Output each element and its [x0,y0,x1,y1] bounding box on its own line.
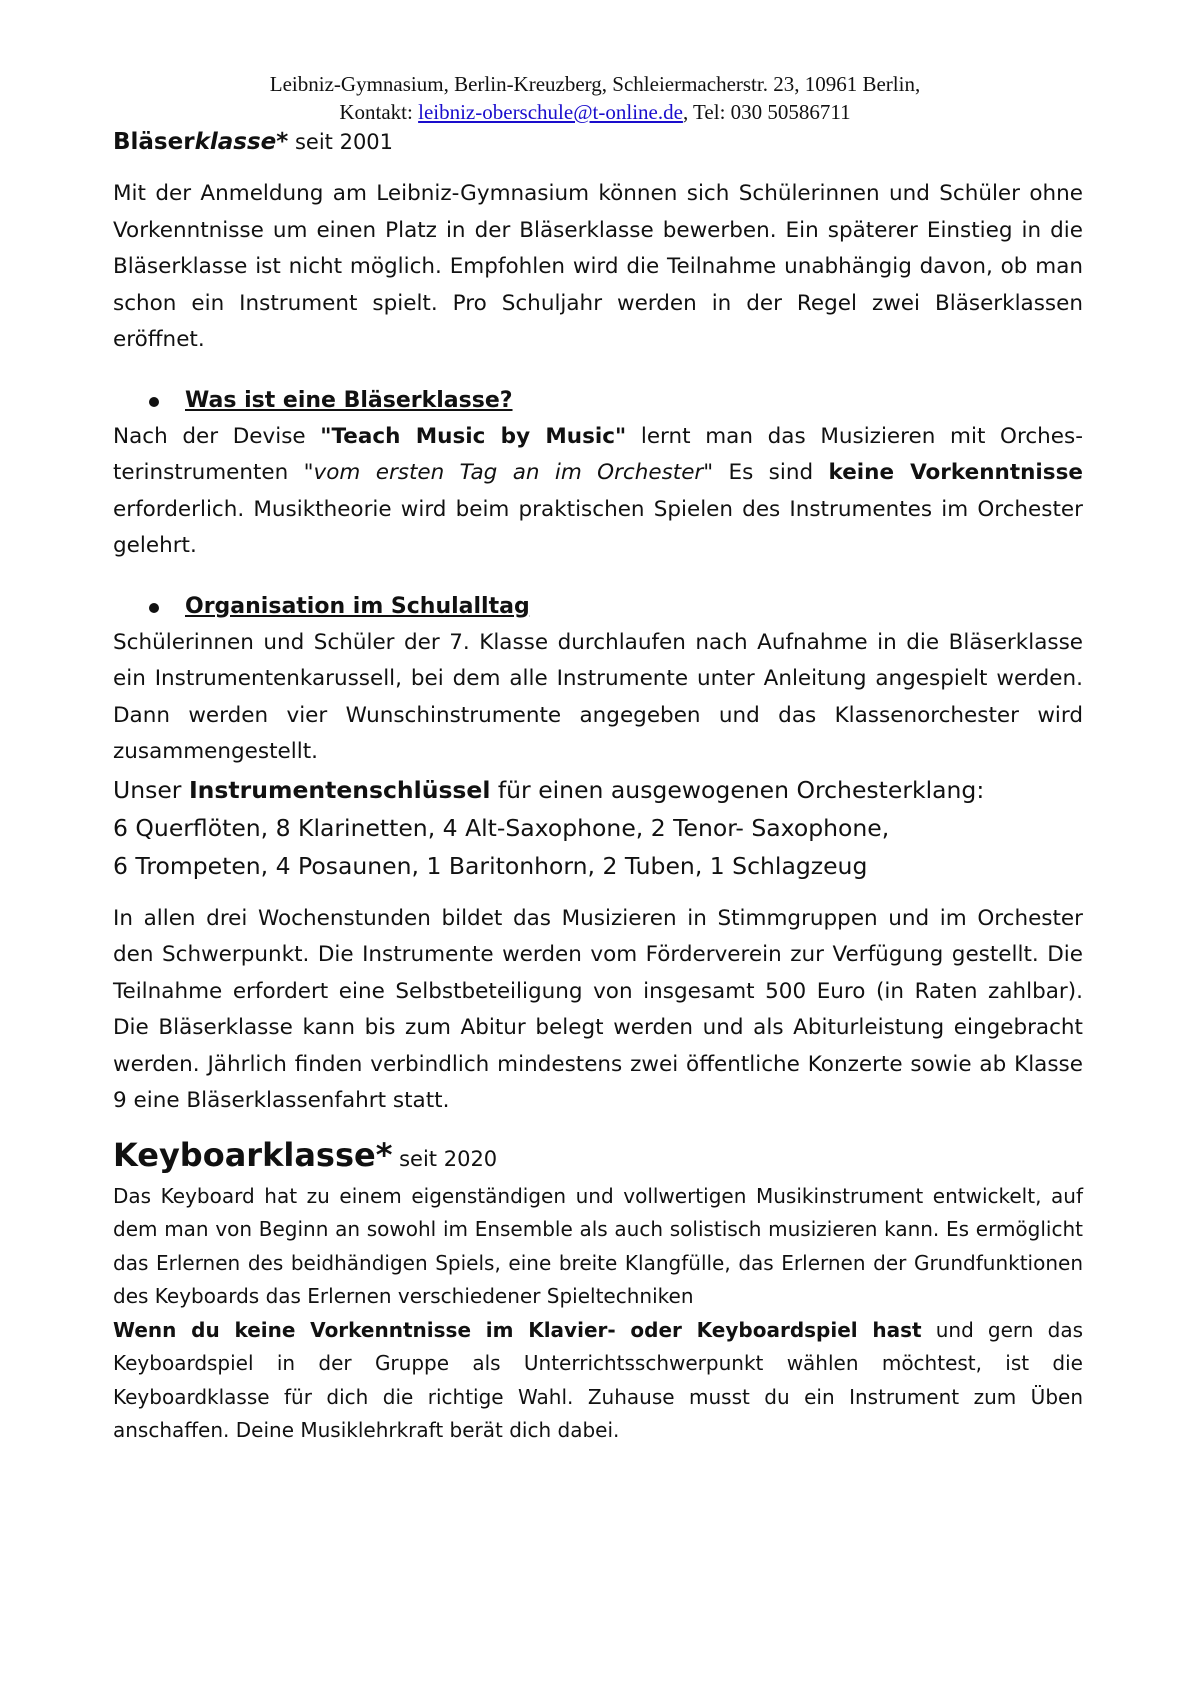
heading-blaeser-plain: Bläser [113,129,195,155]
text-run: Es sind [713,460,829,485]
heading-blaeser-italic: klasse* [194,129,289,155]
section-organisation-text: Schülerinnen und Schüler der 7. Klasse durchlaufen nach Aufnahme in die Bläserklasse ein Instrumentenkarussell, bei dem alle Instrumente unter Anleitung angespielt werden. Dann werden vier Wunschinstrumente angegeben und das Klassenorchester wird zusammengestellt. [113,629,1083,764]
instrument-key-intro [113,771,1083,809]
letterhead-address: Leibniz-Gymnasium, Berlin-Kreuzberg, Schleiermacherstr. 23, 10961 Berlin, [269,72,921,96]
blaeser-intro: Mit der Anmeldung am Leibniz-Gymnasium können sich Schülerinnen und Schüler ohne Vorkenntnisse um einen Platz in der Bläserklasse bewerben. Ein späterer Einstieg in die Bläserklasse ist nicht möglich. Empfohlen wird die Teilnahme unabhängig davon, ob man schon ein Instrument spielt. Pro Schuljahr werden in der Regel zwei Bläserklassen eröffnet. [113,181,1083,352]
bullet-icon [149,603,159,613]
bold-run: Instrumentenschlüssel [188,775,491,804]
bold-run: Wenn du keine Vorkenntnisse im Klavier- oder Keyboardspiel hast [113,1317,922,1342]
letterhead [0,70,1190,126]
instrument-key-line-2: 6 Trompeten, 4 Posaunen, 1 Baritonhorn, 2 Tuben, 1 Schlagzeug [113,851,868,880]
blaeser-outro: In allen drei Wochenstunden bildet das Musizieren in Stimmgruppen und im Orchester den Schwerpunkt. Die Instrumente werden vom Förderverein zur Verfügung gestellt. Die Teilnahme erfordert eine Selbstbeteiligung von insgesamt 500 Euro (in Raten zahlbar). Die Bläserklasse kann bis zum Abitur belegt werden und als Abiturleistung eingebracht werden. Jährlich finden verbindlich mindestens zwei öffentliche Konzerte sowie ab Klasse 9 eine Bläserklassenfahrt statt. [113,905,1083,1113]
section-heading-text: Organisation im Schulalltag [185,593,530,619]
section-heading-organisation [113,589,1083,625]
letterhead-contact [0,98,1190,126]
text-run: Unser [113,775,189,804]
heading-keyboardklasse [113,1134,1083,1180]
keyboard-recommendation [113,1314,1083,1448]
document-body [113,126,1083,1448]
section-was-ist-text [113,419,1083,565]
heading-keyboard-title: Keyboarklasse* [113,1135,393,1174]
text-run: und gern das Keyboardspiel in der Gruppe als Unterrichtsschwerpunkt wählen möchtest, ist die Keyboardklasse für dich die richtige Wahl. Zuhause musst du ein Instrument zum Üben anschaffen. Deine Musiklehrkraft berät dich dabei. [113,1317,1083,1442]
heading-blaeserklasse [113,126,1083,158]
section-heading-text: Was ist eine Bläserklasse? [185,387,513,413]
bold-run: keine Vorkenntnisse [828,460,1083,485]
text-run: lernt man das Musizieren mit Orchesterinstrumenten [113,423,1083,485]
email-link[interactable]: leibniz-oberschule@t-online.de [418,100,683,124]
bold-run: "Teach Music by Music" [320,423,627,449]
contact-phone: , Tel: 030 50586711 [682,100,851,124]
italic-run: "vom ersten Tag an im Orchester" [303,460,714,485]
heading-keyboard-since: seit 2020 [392,1146,498,1171]
contact-label: Kontakt: [339,100,419,124]
section-heading-was-ist [113,383,1083,419]
text-run: für einen ausgewogenen Orchesterklang: [490,775,985,804]
keyboard-intro: Das Keyboard hat zu einem eigenständigen und vollwertigen Musikinstrument entwickelt, auf dem man von Beginn an sowohl im Ensemble als auch solistisch musizieren kann. Es ermöglicht das Erlernen des beidhändigen Spiels, eine breite Klangfülle, das Erlernen der Grundfunktionen des Keyboards das Erlernen verschiedener Spieltechniken [113,1183,1083,1308]
text-run: Nach der Devise [113,423,321,449]
instrument-key-line-1: 6 Querflöten, 8 Klarinetten, 4 Alt-Saxophone, 2 Tenor- Saxophone, [113,813,890,842]
text-run: erforderlich. Musiktheorie wird beim praktischen Spielen des Instrumentes im Orchester gelehrt. [113,496,1083,558]
heading-blaeser-since: seit 2001 [288,130,394,154]
bullet-icon [149,397,159,407]
